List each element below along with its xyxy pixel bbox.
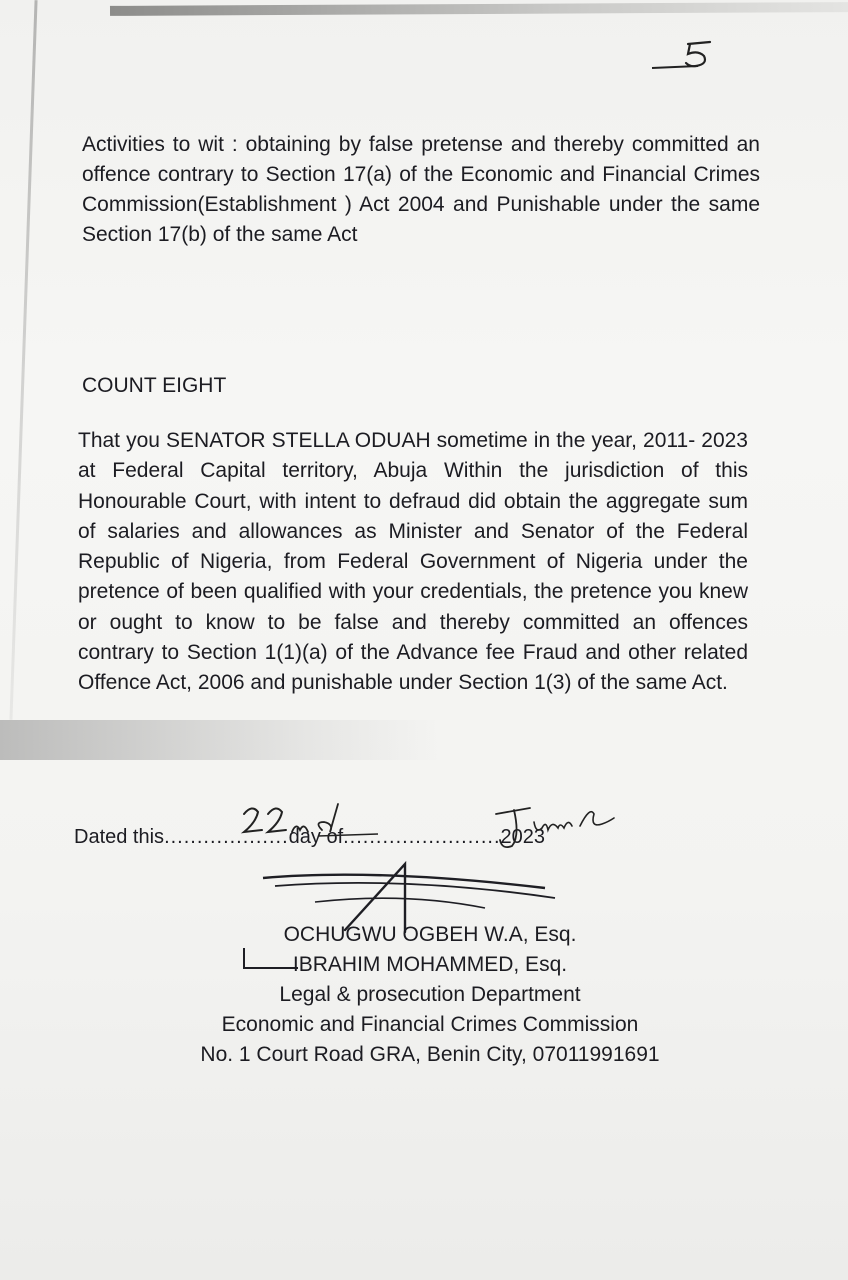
signatory-line-2: IBRAHIM MOHAMMED, Esq.: [292, 953, 568, 976]
page-number: [650, 36, 720, 76]
dated-prefix: Dated this: [74, 826, 165, 848]
dated-line: Dated this...................day of........................2023: [74, 826, 545, 848]
paper-crease: [9, 0, 37, 720]
count-heading: COUNT EIGHT: [82, 374, 227, 397]
page-top-edge: [110, 2, 848, 16]
paragraph-count-seven-conclusion: Activities to wit : obtaining by false pretense and thereby committed an offence contrary to Section 17(a) of the Economic and Financial Crimes Commission(Establishment ) Act 2004 and Punishable under the same Section 17(b) of the same Act: [82, 133, 760, 246]
paragraph-count-eight: That you SENATOR STELLA ODUAH sometime in the year, 2011- 2023 at Federal Capital territory, Abuja Within the jurisdiction of this Honourable Court, with intent to defraud did obtain the aggregate sum of salaries and allowances as Minister and Senator of the Federal Republic of Nigeria, from Federal Government of Nigeria under the pretence of been qualified with your credentials, the pretence you knew or ought to know to be false and thereby committed an offences contrary to Section 1(1)(a) of the Advance fee Fraud and other related Offence Act, 2006 and punishable under Section 1(3) of the same Act.: [78, 429, 748, 695]
handwritten-page-number: [650, 36, 720, 76]
scan-shadow: [0, 720, 440, 760]
address-line: No. 1 Court Road GRA, Benin City, 07011991691: [200, 1043, 660, 1066]
signatory-block: [100, 920, 760, 1070]
department-line: Legal & prosecution Department: [279, 983, 581, 1006]
signatory-line-1: OCHUGWU OGBEH W.A, Esq.: [283, 923, 577, 946]
dated-year: 2023: [500, 826, 545, 848]
organization-line: Economic and Financial Crimes Commission: [221, 1013, 639, 1036]
dated-middle: day of: [288, 826, 344, 848]
